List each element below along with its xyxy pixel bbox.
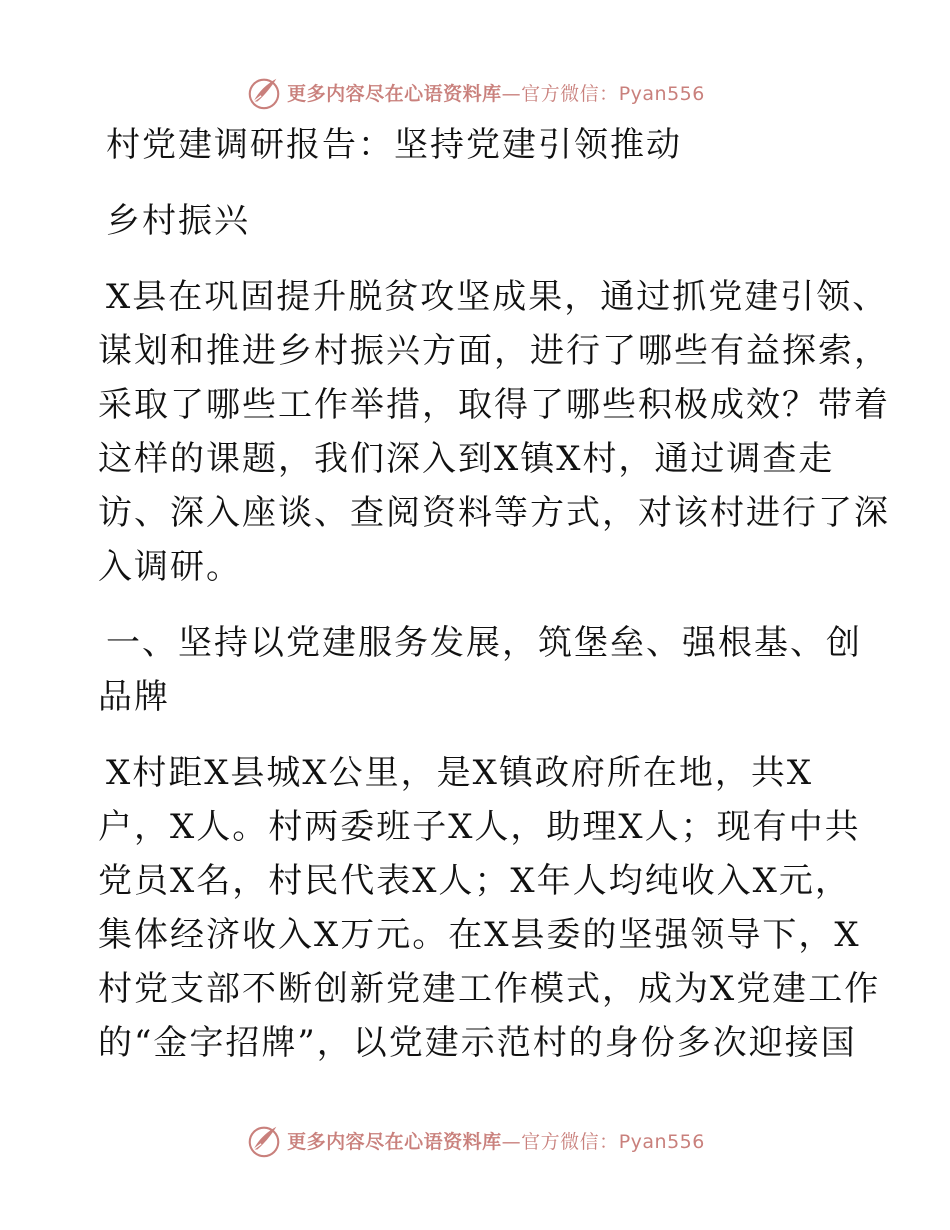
paragraph-line: 谋划和推进乡村振兴方面，进行了哪些有益探索，: [98, 331, 890, 371]
section-heading: [98, 616, 862, 724]
paragraph-line: X村距X县城X公里，是X镇政府所在地，共X: [106, 753, 814, 793]
heading-line: 品牌: [98, 677, 170, 717]
watermark-footer: [0, 1120, 950, 1160]
watermark-brand: 更多内容尽在心语资料库: [287, 1130, 502, 1153]
paragraph-line: 采取了哪些工作举措，取得了哪些积极成效？带着: [98, 385, 890, 425]
watermark-header: [0, 72, 950, 112]
title-line: 村党建调研报告：坚持党建引领推动: [106, 125, 682, 165]
paragraph-line: X县在巩固提升脱贫攻坚成果，通过抓党建引领、: [106, 277, 889, 317]
document-body: [98, 118, 890, 1070]
watermark-brand: 更多内容尽在心语资料库: [287, 82, 502, 105]
paragraph-line: 这样的课题，我们深入到X镇X村，通过调查走: [98, 439, 835, 479]
quill-logo-icon: [245, 1121, 283, 1159]
watermark-wechat-id: Pyan556: [618, 82, 705, 105]
paragraph-line: 的“金字招牌”，以党建示范村的身份多次迎接国: [98, 1023, 857, 1063]
document-title: [98, 118, 858, 248]
intro-paragraph: [98, 270, 890, 594]
quill-logo-icon: [245, 73, 283, 111]
watermark-separator: —官方微信：: [501, 82, 619, 105]
paragraph-line: 户，X人。村两委班子X人，助理X人；现有中共: [98, 807, 861, 847]
paragraph-line: 党员X名，村民代表X人；X年人均纯收入X元，: [98, 861, 851, 901]
section-paragraph: [98, 746, 881, 1070]
heading-line: 一、坚持以党建服务发展，筑堡垒、强根基、创: [106, 623, 862, 663]
paragraph-line: 访、深入座谈、查阅资料等方式，对该村进行了深: [98, 493, 890, 533]
watermark-wechat-id: Pyan556: [618, 1130, 705, 1153]
watermark-text: [287, 1127, 705, 1154]
watermark-separator: —官方微信：: [501, 1130, 619, 1153]
watermark-text: [287, 79, 705, 106]
title-line: 乡村振兴: [106, 201, 250, 241]
paragraph-line: 村党支部不断创新党建工作模式，成为X党建工作: [98, 969, 881, 1009]
paragraph-line: 集体经济收入X万元。在X县委的坚强领导下，X: [98, 915, 861, 955]
paragraph-line: 入调研。: [98, 547, 242, 587]
